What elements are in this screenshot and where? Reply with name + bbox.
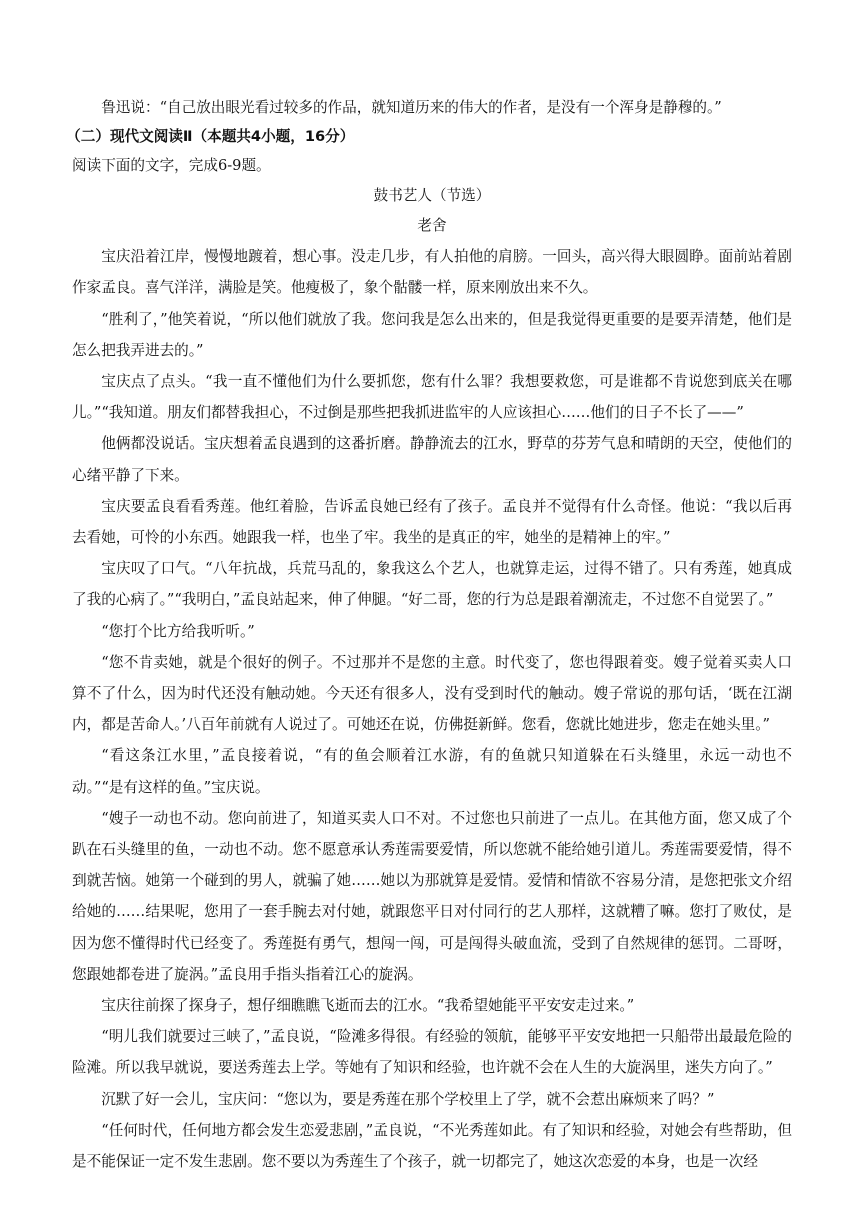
paragraph: 他俩都没说话。宝庆想着孟良遇到的这番折磨。静静流去的江水，野草的芬芳气息和晴朗的天空，使他们的心绪平静了下来。 xyxy=(72,435,792,484)
paragraph: “嫂子一动也不动。您向前进了，知道买卖人口不对。不过您也只前进了一点儿。在其他方面，您又成了个趴在石头缝里的鱼，一动也不动。您不愿意承认秀莲需要爱情，所以您就不能给她引道儿。秀莲需要爱情，得不到就苦恼。她第一个碰到的男人，就骗了她……她以为那就算是爱情。爱情和情欲不容易分清，是您把张文介绍给她的……结果呢，您用了一套手腕去对付她，就跟您平日对付同行的艺人那样，这就糟了嘛。您打了败仗，是因为您不懂得时代已经变了。秀莲挺有勇气，想闯一闯，可是闯得头破血流，受到了自然规律的惩罚。二哥呀，您跟她都卷进了旋涡。”孟良用手指头指着江心的旋涡。 xyxy=(72,809,792,983)
paragraph: “您不肯卖她，就是个很好的例子。不过那并不是您的主意。时代变了，您也得跟着变。嫂子觉着买卖人口算不了什么，因为时代还没有触动她。今天还有很多人，没有受到时代的触动。嫂子常说的那句话，‘既在江湖内，都是苦命人。’八百年前就有人说过了。可她还在说，仿佛挺新鲜。您看，您就比她进步，您走在她头里。” xyxy=(72,653,792,734)
article-title: 鼓书艺人（节选） xyxy=(373,187,491,205)
paragraph: 宝庆叹了口气。“八年抗战，兵荒马乱的，象我这么个艺人，也就算走运，过得不错了。只有秀莲，她真成了我的心病了。”“我明白，”孟良站起来，伸了伸腿。“好二哥，您的行为总是跟着潮流走，不过您不自觉罢了。” xyxy=(72,560,792,609)
lead-quote: 鲁迅说：“自己放出眼光看过较多的作品，就知道历来的伟大的作者，是没有一个浑身是静穆的。” xyxy=(101,99,722,116)
paragraph: 宝庆点了点头。“我一直不懂他们为什么要抓您，您有什么罪？我想要救您，可是谁都不肯说您到底关在哪儿。”“我知道。朋友们都替我担心，不过倒是那些把我抓进监牢的人应该担心……他们的日子不长了——” xyxy=(72,373,792,422)
paragraph: 宝庆要孟良看看秀莲。他红着脸，告诉孟良她已经有了孩子。孟良并不觉得有什么奇怪。他说：“我以后再去看她，可怜的小东西。她跟我一样，也坐了牢。我坐的是真正的牢，她坐的是精神上的牢。” xyxy=(72,497,792,547)
paragraph: “明儿我们就要过三峡了，”孟良说，“险滩多得很。有经验的领航，能够平平安安地把一只船带出最最危险的险滩。所以我早就说，要送秀莲去上学。等她有了知识和经验，也许就不会在人生的大旋涡里，迷失方向了。” xyxy=(72,1028,792,1077)
paragraph: “看这条江水里，”孟良接着说，“有的鱼会顺着江水游，有的鱼就只知道躲在石头缝里，永远一动也不动。”“是有这样的鱼。”宝庆说。 xyxy=(72,747,792,796)
instructions: 阅读下面的文字，完成6-9题。 xyxy=(72,157,271,175)
paragraph: “您打个比方给我听听。” xyxy=(101,622,255,640)
article-body xyxy=(72,241,792,1177)
paragraph: 宝庆沿着江岸，慢慢地踱着，想心事。没走几步，有人拍他的肩膀。一回头，高兴得大眼圆睁。面前站着剧作家孟良。喜气洋洋，满脸是笑。他瘦极了，象个骷髅一样，原来刚放出来不久。 xyxy=(72,248,792,297)
document-page xyxy=(66,92,792,1177)
paragraph: 沉默了好一会儿，宝庆问：“您以为，要是秀莲在那个学校里上了学，就不会惹出麻烦来了吗？” xyxy=(101,1090,715,1108)
paragraph: “任何时代，任何地方都会发生恋爱悲剧，”孟良说，“不光秀莲如此。有了知识和经验，对她会有些帮助，但是不能保证一定不发生悲剧。您不要以为秀莲生了个孩子，就一切都完了，她这次恋爱的本身，也是一次经 xyxy=(72,1121,792,1171)
article-author: 老舍 xyxy=(417,217,447,235)
paragraph: 宝庆往前探了探身子，想仔细瞧瞧飞逝而去的江水。“我希望她能平平安安走过来。” xyxy=(101,997,635,1015)
section-heading: （二）现代文阅读Ⅱ（本题共4小题，16分） xyxy=(66,128,355,146)
paragraph: “胜利了，”他笑着说，“所以他们就放了我。您问我是怎么出来的，但是我觉得更重要的是要弄清楚，他们是怎么把我弄进去的。” xyxy=(72,310,792,359)
